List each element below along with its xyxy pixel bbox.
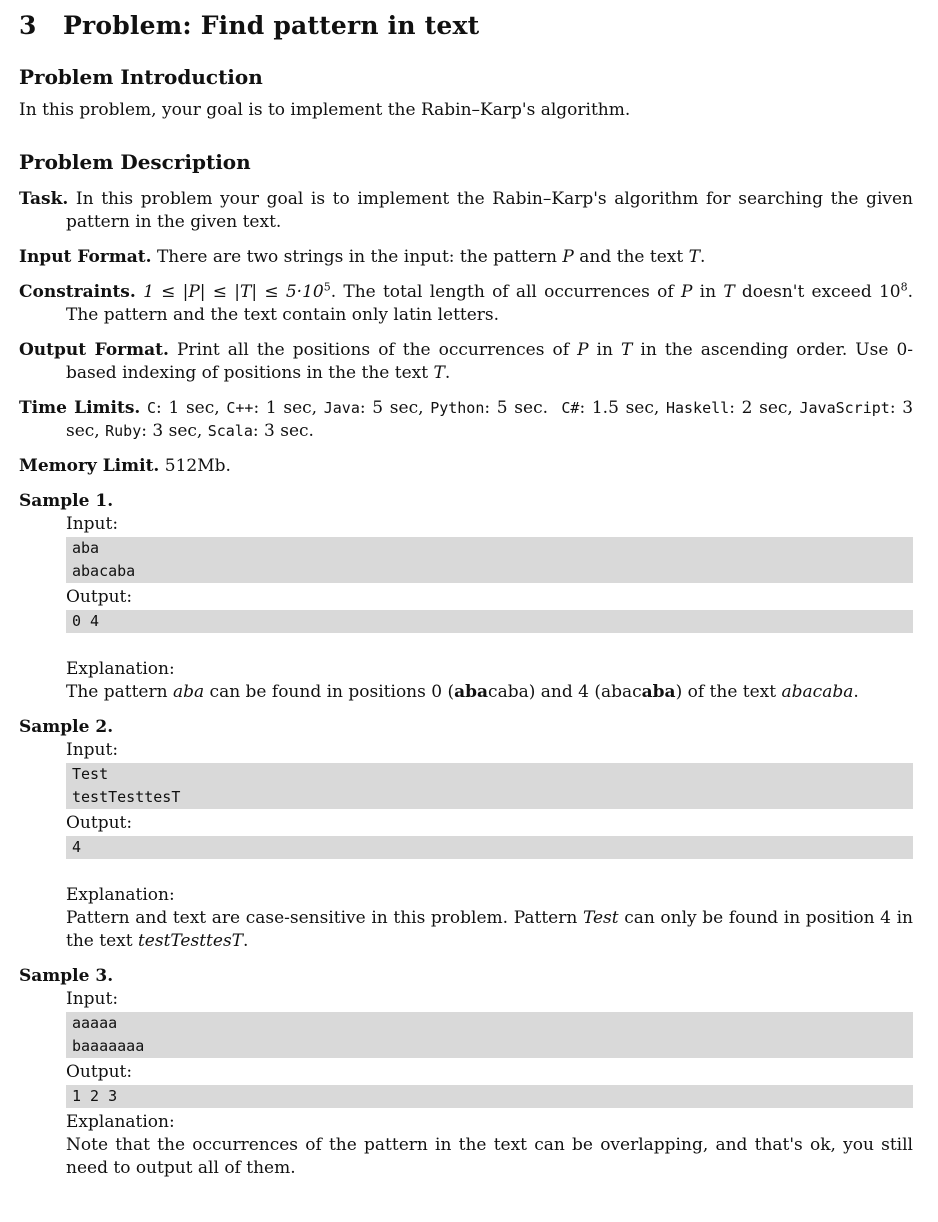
output-format-text: in (588, 340, 621, 360)
input-format-text: and the text (573, 247, 689, 267)
lang-name: Scala (207, 422, 253, 440)
input-format-paragraph (19, 246, 913, 269)
input-format-label: Input Format. (19, 247, 152, 267)
output-format-text: Print all the positions of the occurrences of (176, 340, 578, 360)
code-line: aba (72, 539, 100, 557)
output-format-text: . (444, 363, 451, 383)
introduction-heading: Problem Introduction (19, 65, 263, 89)
explanation-label: Explanation: (66, 1112, 175, 1132)
constraints-text: doesn't exceed 10 (734, 282, 901, 302)
math-T: T (621, 340, 633, 360)
sample-output-box (66, 610, 913, 633)
input-label: Input: (66, 989, 119, 1009)
code-line: abacaba (72, 562, 136, 580)
sample-title: Sample 2. (19, 717, 114, 737)
explanation-span: caba) and 4 (abac (488, 682, 642, 702)
lang-limit: : 1.5 sec, (579, 398, 666, 418)
code-line: testTesttesT (72, 788, 181, 806)
explanation-label: Explanation: (66, 659, 175, 679)
explanation-text: Note that the occurrences of the pattern in the text can be overlapping, and that's ok, you still need to output all of them. (66, 1135, 913, 1178)
sample-output-box (66, 1085, 913, 1108)
output-label: Output: (66, 813, 133, 833)
constraints-math: 1 ≤ |P| ≤ |T| ≤ 5·10 (143, 282, 324, 302)
lang-limit: : 3 sec, (66, 398, 914, 441)
constraints-text: . The pattern and the text contain only latin letters. (66, 282, 913, 325)
code-line: aaaaa (72, 1014, 118, 1032)
output-format-text: in the ascending order. Use 0-based indexing of positions in the the text (66, 340, 914, 383)
lang-limit: : 5 sec. (484, 398, 562, 418)
output-format-paragraph (19, 339, 913, 385)
sample-input-box (66, 1012, 913, 1058)
explanation-span: . (853, 682, 859, 702)
code-line: 1 2 3 (72, 1087, 118, 1105)
explanation-text (66, 681, 913, 704)
input-label: Input: (66, 514, 119, 534)
math-P: P (562, 247, 574, 267)
explanation-pattern: Test (582, 908, 619, 928)
time-limits-list (66, 398, 913, 441)
lang-limit: : 3 sec. (252, 421, 314, 441)
lang-name: Haskell (665, 399, 730, 417)
lang-name: C# (561, 399, 580, 417)
explanation-label: Explanation: (66, 885, 175, 905)
lang-limit: : 2 sec, (729, 398, 800, 418)
explanation-text-value: testTesttesT (137, 931, 244, 951)
lang-name: Ruby (105, 422, 142, 440)
explanation-span: . (243, 931, 249, 951)
time-limits-label: Time Limits. (19, 398, 141, 418)
constraints-label: Constraints. (19, 282, 136, 302)
task-text: In this problem your goal is to implement the Rabin–Karp's algorithm for searching the given pattern in the given text. (66, 189, 913, 232)
sample-title: Sample 3. (19, 966, 114, 986)
explanation-span: The pattern (66, 682, 173, 702)
explanation-bold: aba (641, 682, 676, 702)
time-limits-paragraph (19, 397, 913, 443)
section-title-text: Problem: Find pattern in text (63, 11, 480, 40)
math-P: P (577, 340, 589, 360)
input-label: Input: (66, 740, 119, 760)
lang-name: C++ (226, 399, 254, 417)
sample-1 (19, 513, 913, 704)
explanation-pattern: aba (172, 682, 205, 702)
code-line: Test (72, 765, 109, 783)
explanation-text (66, 907, 913, 953)
memory-limit-label: Memory Limit. (19, 456, 160, 476)
sample-3 (19, 988, 913, 1180)
memory-limit-text: 512Mb. (164, 456, 231, 476)
math-T: T (688, 247, 700, 267)
task-paragraph (19, 188, 913, 234)
math-T: T (433, 363, 445, 383)
explanation-span: can be found in positions 0 ( (204, 682, 455, 702)
lang-name: C (147, 399, 157, 417)
code-line: baaaaaaa (72, 1037, 145, 1055)
introduction-text: In this problem, your goal is to implement the Rabin–Karp's algorithm. (19, 100, 631, 120)
output-label: Output: (66, 1062, 133, 1082)
output-label: Output: (66, 587, 133, 607)
lang-name: Python (430, 399, 485, 417)
description-heading: Problem Description (19, 150, 251, 174)
constraints-text: . The total length of all occurrences of (330, 282, 681, 302)
input-format-text: There are two strings in the input: the pattern (156, 247, 563, 267)
memory-limit-paragraph (19, 455, 913, 478)
constraints-exponent: 5 (323, 280, 331, 294)
sample-input-box (66, 537, 913, 583)
math-T: T (723, 282, 735, 302)
explanation-span: Pattern and text are case-sensitive in this problem. Pattern (66, 908, 583, 928)
explanation-span: can only be found in position 4 in the text (66, 908, 913, 951)
lang-name: Java (323, 399, 360, 417)
explanation-span: ) of the text (675, 682, 782, 702)
sample-2 (19, 739, 913, 953)
sample-title: Sample 1. (19, 491, 114, 511)
section-title (19, 8, 913, 44)
section-number: 3 (19, 11, 37, 40)
lang-name: JavaScript (799, 399, 890, 417)
constraints-text: in (692, 282, 724, 302)
lang-limit: : 1 sec, (253, 398, 324, 418)
output-format-label: Output Format. (19, 340, 169, 360)
task-label: Task. (19, 189, 69, 209)
document-page (19, 8, 913, 1180)
lang-limit: : 5 sec, (359, 398, 431, 418)
sample-input-box (66, 763, 913, 809)
explanation-text-value: abacaba (781, 682, 854, 702)
code-line: 0 4 (72, 612, 100, 630)
lang-limit: : 3 sec, (141, 421, 208, 441)
code-line: 4 (72, 838, 82, 856)
explanation-bold: aba (454, 682, 489, 702)
lang-limit: : 1 sec, (156, 398, 227, 418)
constraints-exponent: 8 (900, 280, 908, 294)
sample-output-box (66, 836, 913, 859)
math-P: P (680, 282, 693, 302)
constraints-paragraph (19, 281, 913, 327)
input-format-text: . (699, 247, 706, 267)
